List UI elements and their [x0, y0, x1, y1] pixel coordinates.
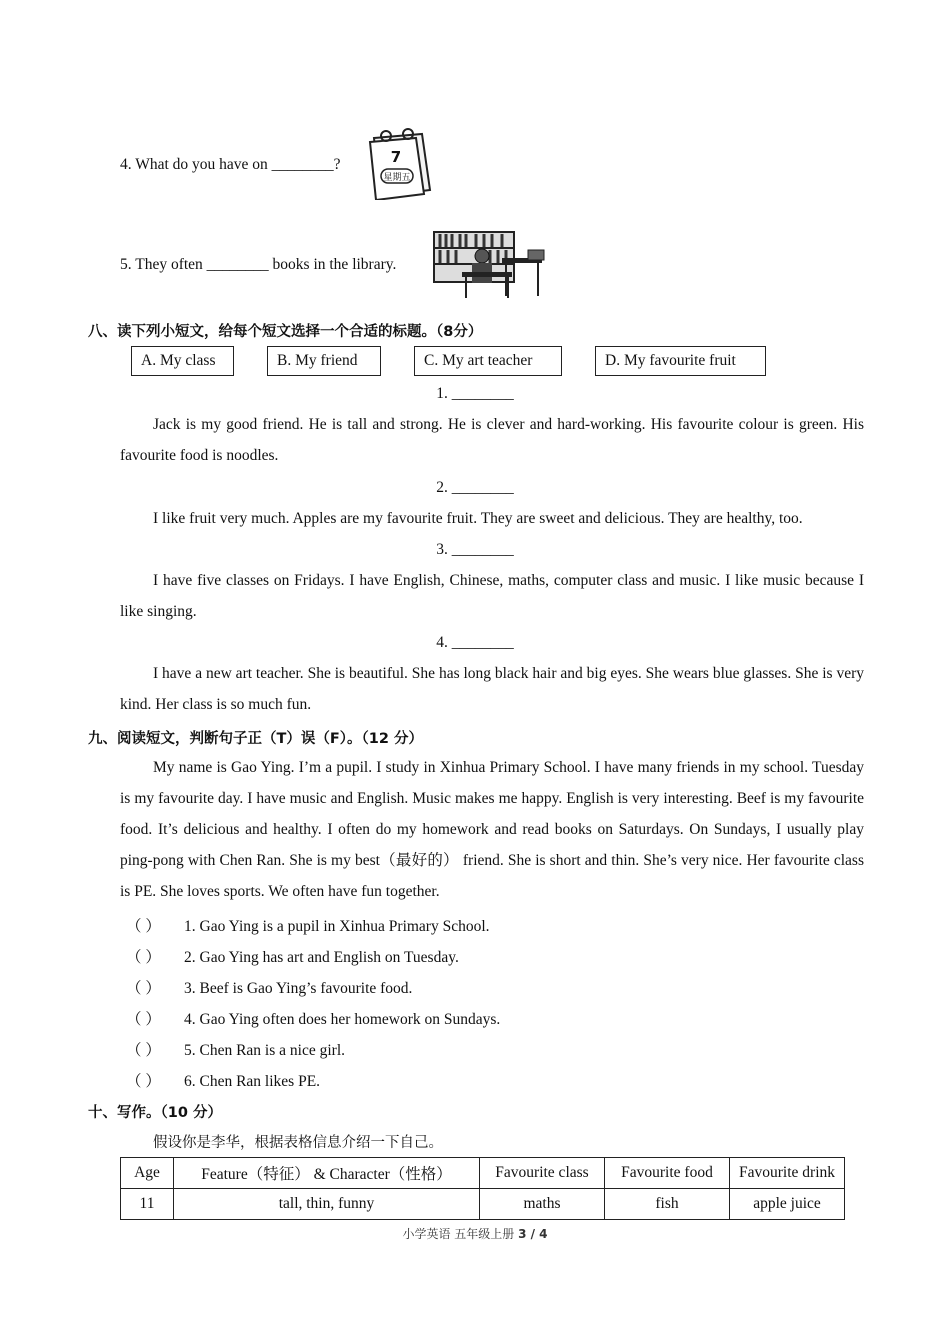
table-header-row	[121, 1158, 845, 1189]
calendar-date: 7	[390, 148, 402, 166]
statement-3: （ ） 3. Beef is Gao Ying’s favourite food.	[126, 980, 413, 997]
table-row	[121, 1189, 845, 1220]
statement-1: （ ） 1. Gao Ying is a pupil in Xinhua Primary School.	[126, 918, 490, 935]
header-fav-class: Favourite class	[480, 1158, 605, 1189]
statement-5: （ ） 5. Chen Ran is a nice girl.	[126, 1042, 345, 1059]
section-9-heading: 九、阅读短文，判断句子正（T）误（F）。（12 分）	[88, 731, 424, 747]
header-fav-drink: Favourite drink	[730, 1158, 845, 1189]
passage-1: Jack is my good friend. He is tall and strong. He is clever and hard-working. His favourite colour is green. His favourite food is noodles.	[120, 416, 864, 464]
cell-feature: tall, thin, funny	[174, 1189, 480, 1220]
section-8-heading: 八、读下列小短文，给每个短文选择一个合适的标题。（8分）	[88, 324, 483, 340]
passage-gao-ying: My name is Gao Ying. I’m a pupil. I study in Xinhua Primary School. I have many friends in my school. Tuesday is my favourite day. I have music and English. Music makes me happy. English is very interesting. Beef is my favourite food. It’s delicious and healthy. I often do my homework and read books on Saturdays. On Sundays, I usually play ping-pong with Chen Ran. She is my best（最好的） friend. She is short and thin. She’s very nice. Her favourite class is PE. She loves sports. We often have fun together.	[120, 759, 864, 900]
cell-fav-drink: apple juice	[730, 1189, 845, 1220]
header-feature: Feature（特征） & Character（性格）	[174, 1158, 480, 1189]
passage-2: I like fruit very much. Apples are my favourite fruit. They are sweet and delicious. They are healthy, too.	[153, 510, 803, 527]
blank-4: 4. ________	[436, 634, 514, 651]
calendar-icon	[366, 124, 434, 200]
option-d: D. My favourite fruit	[595, 346, 766, 376]
blank-2: 2. ________	[436, 479, 514, 496]
option-b: B. My friend	[267, 346, 381, 376]
info-table	[120, 1157, 845, 1220]
passage-3: I have five classes on Fridays. I have English, Chinese, maths, computer class and music. I like music because I like singing.	[120, 572, 864, 620]
question-5: 5. They often ________ books in the library.	[120, 256, 397, 273]
option-a: A. My class	[131, 346, 234, 376]
statement-2: （ ） 2. Gao Ying has art and English on Tuesday.	[126, 949, 459, 966]
passage-4: I have a new art teacher. She is beautiful. She has long black hair and big eyes. She wears blue glasses. She is very kind. Her class is so much fun.	[120, 665, 864, 713]
blank-1: 1. ________	[436, 385, 514, 402]
page-footer: 小学英语 五年级上册 3 / 4	[402, 1227, 548, 1241]
cell-fav-class: maths	[480, 1189, 605, 1220]
page-number: 3 / 4	[518, 1227, 548, 1241]
section-10-heading: 十、写作。（10 分）	[88, 1105, 222, 1121]
header-fav-food: Favourite food	[605, 1158, 730, 1189]
statement-6: （ ） 6. Chen Ran likes PE.	[126, 1073, 321, 1090]
option-c: C. My art teacher	[414, 346, 562, 376]
header-age: Age	[121, 1158, 174, 1189]
library-icon	[432, 228, 548, 300]
calendar-day: 星期五	[383, 173, 411, 183]
blank-3: 3. ________	[436, 541, 514, 558]
writing-instruction: 假设你是李华，根据表格信息介绍一下自己。	[153, 1135, 443, 1151]
cell-age: 11	[121, 1189, 174, 1220]
question-4: 4. What do you have on ________?	[120, 156, 341, 173]
cell-fav-food: fish	[605, 1189, 730, 1220]
statement-4: （ ） 4. Gao Ying often does her homework on Sundays.	[126, 1011, 501, 1028]
